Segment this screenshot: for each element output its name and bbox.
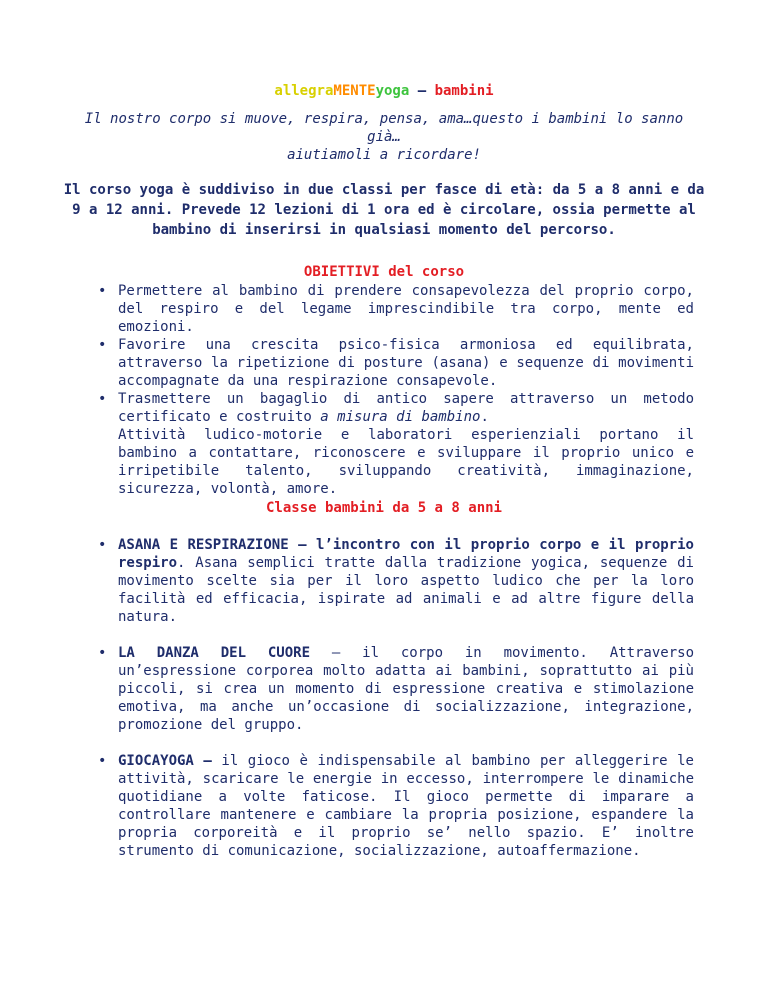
title-bambini: bambini: [434, 83, 494, 99]
intro-line-1: Il nostro corpo si muove, respira, pensa, ama…questo i bambini lo sanno già…: [84, 111, 684, 145]
intro-quote: [70, 110, 698, 164]
objective-item: [98, 336, 694, 390]
title-separator: –: [409, 83, 435, 99]
objectives-heading: OBIETTIVI del corso: [303, 264, 465, 280]
bullet-icon: •: [98, 337, 107, 353]
section-title: GIOCAYOGA –: [118, 753, 212, 769]
section-list-3: [98, 752, 694, 860]
section-text: . Asana semplici tratte dalla tradizione yogica, sequenze di movimento scelte sia per il loro aspetto ludico che per la loro facilità ed efficacia, ispirate ad animali e ad altre figure della natura.: [118, 555, 694, 625]
objective-text: Permettere al bambino di prendere consapevolezza del proprio corpo, del respiro e del legame imprescindibile tra corpo, mente ed emozioni.: [118, 283, 694, 335]
objective-end: .: [480, 409, 489, 425]
bullet-icon: •: [98, 283, 107, 299]
section-list-2: [98, 644, 694, 734]
title-yoga: yoga: [375, 83, 410, 99]
bullet-icon: •: [98, 537, 107, 553]
section-text: il gioco è indispensabile al bambino per alleggerire le attività, scaricare le energie in eccesso, interrompere le dinamiche quotidiane a volte faticose. Il gioco permette di imparare a controllare mantenere e cambiare la propria posizione, espandere la propria corporeità e il proprio se’ nello spazio. E’ inoltre strumento di comunicazione, socializzazione, autoaffermazione.: [118, 753, 694, 859]
bullet-icon: •: [98, 391, 107, 407]
section-item: [98, 752, 694, 860]
section-item: [98, 644, 694, 734]
objective-more: Attività ludico-motorie e laboratori esperienziali portano il bambino a contattare, riconoscere e sviluppare il proprio unico e irripetibile talento, sviluppando creatività, immaginazione, sicurezza, volontà, amore.: [118, 427, 694, 497]
section-title: ASANA E RESPIRAZIONE – l’incontro con il proprio corpo e il proprio respiro: [118, 537, 694, 571]
section-list-1: [98, 536, 694, 626]
objective-item: [98, 390, 694, 498]
title-allegra: allegra: [274, 83, 334, 99]
bullet-icon: •: [98, 645, 107, 661]
intro-line-2: aiutiamoli a ricordare!: [287, 147, 481, 163]
objective-item: [98, 282, 694, 336]
course-description: Il corso yoga è suddiviso in due classi per fasce di età: da 5 a 8 anni e da 9 a 12 anni. Prevede 12 lezioni di 1 ora ed è circolare, ossia permette al bambino di inserirsi in qualsiasi momento del percorso.: [63, 182, 705, 238]
objective-text: Trasmettere un bagaglio di antico sapere attraverso un metodo certificato e costruito: [118, 391, 694, 425]
class-heading: Classe bambini da 5 a 8 anni: [265, 500, 502, 516]
section-text: – il corpo in movimento. Attraverso un’espressione corporea molto adatta ai bambini, soprattutto ai più piccoli, si crea un momento di espressione creativa e stimolazione emotiva, ma anche un’occasione di socializzazione, integrazione, promozione del gruppo.: [118, 645, 694, 733]
objective-text: Favorire una crescita psico-fisica armoniosa ed equilibrata, attraverso la ripetizione di posture (asana) e sequenze di movimenti accompagnate da una respirazione consapevole.: [118, 337, 694, 389]
section-item: [98, 536, 694, 626]
title-mente: MENTE: [333, 83, 376, 99]
objectives-list: [98, 282, 694, 498]
objective-italic: a misura di bambino: [320, 409, 481, 425]
document-title: [0, 82, 768, 100]
section-title: LA DANZA DEL CUORE: [118, 645, 310, 661]
bullet-icon: •: [98, 753, 107, 769]
